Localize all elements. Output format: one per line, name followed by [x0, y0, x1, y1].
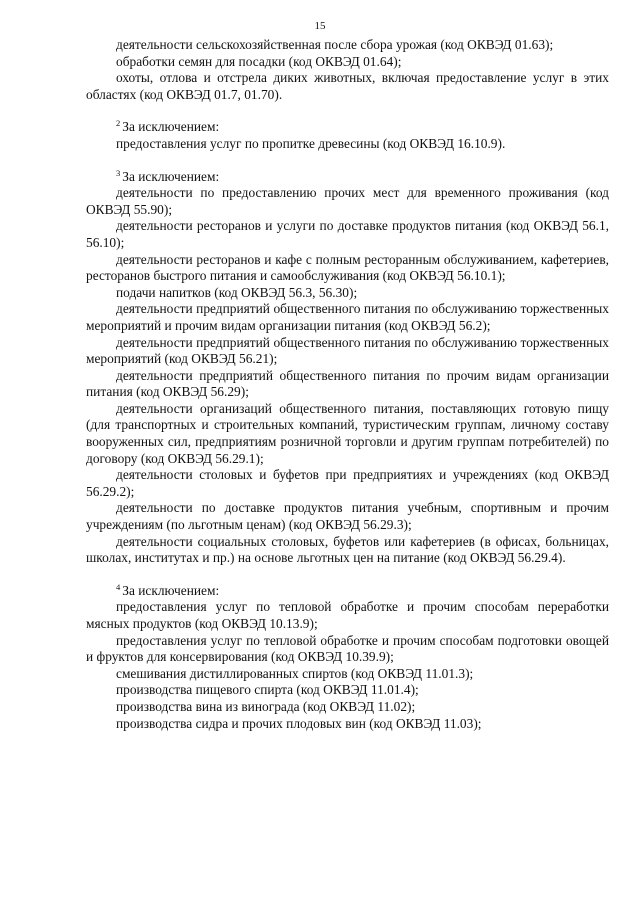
footnote-3-item: деятельности предприятий общественного питания по обслуживанию торжественных мероприятий и прочим видам организации питания (код ОКВЭД 56.2);: [86, 301, 609, 333]
footnote-3-heading-text: За исключением:: [122, 168, 220, 184]
footnote-2-heading-text: За исключением:: [122, 119, 220, 135]
footnote-4-item: производства сидра и прочих плодовых вин (код ОКВЭД 11.03);: [116, 715, 482, 731]
footnote-4-item: производства вина из винограда (код ОКВЭД 11.02);: [116, 698, 416, 714]
footnote-4-item: производства пищевого спирта (код ОКВЭД 11.01.4);: [116, 682, 419, 698]
footnote-4-mark: 4: [116, 581, 121, 592]
footnote-3-item: деятельности предприятий общественного питания по прочим видам организации питания (код ОКВЭД 56.29);: [86, 367, 609, 400]
footnote-3-item: деятельности социальных столовых, буфетов или кафетериев (в офисах, больницах, школах, институтах и пр.) на основе льготных цен на питание (код ОКВЭД 56.29.4).: [86, 533, 609, 566]
footnote-4-item: предоставления услуг по тепловой обработке и прочим способам переработки мясных продуктов (код ОКВЭД 10.13.9);: [86, 599, 609, 631]
intro-paragraph: деятельности сельскохозяйственная после сбора урожая (код ОКВЭД 01.63);: [116, 37, 554, 52]
footnote-3-item: деятельности организаций общественного питания, поставляющих готовую пищу (для транспортных и строительных компаний, туристическим группам, личному составу вооруженных сил, предприятиям розничной торговли и другим группам потребителей) по договору (код ОКВЭД 56.29.1);: [86, 400, 609, 466]
footnote-3-item: деятельности ресторанов и кафе с полным ресторанным обслуживанием, кафетериев, ресторанов быстрого питания и самообслуживания (код ОКВЭД 56.10.1);: [86, 251, 609, 284]
footnote-3-item: деятельности по предоставлению прочих мест для временного проживания (код ОКВЭД 55.90);: [86, 185, 609, 217]
footnote-4-item: смешивания дистиллированных спиртов (код ОКВЭД 11.01.3);: [116, 665, 474, 681]
footnote-2-mark: 2: [116, 118, 121, 129]
page-content: [86, 37, 609, 732]
page-number: 15: [314, 20, 326, 32]
footnote-3-mark: 3: [116, 167, 121, 178]
footnote-3-heading: [86, 169, 609, 186]
footnote-3-item: деятельности ресторанов и услуги по доставке продуктов питания (код ОКВЭД 56.1, 56.10);: [86, 218, 609, 250]
footnote-4-heading: [86, 583, 609, 600]
footnote-2-heading: [86, 119, 609, 136]
footnote-3-item: деятельности столовых и буфетов при предприятиях и учреждениях (код ОКВЭД 56.29.2);: [86, 467, 609, 499]
intro-paragraph: обработки семян для посадки (код ОКВЭД 01.64);: [116, 53, 402, 69]
footnote-3-item: подачи напитков (код ОКВЭД 56.3, 56.30);: [116, 284, 358, 300]
footnote-3-item: деятельности предприятий общественного питания по обслуживанию торжественных мероприятий (код ОКВЭД 56.21);: [86, 334, 609, 367]
footnote-4-item: предоставления услуг по тепловой обработке и прочим способам подготовки овощей и фруктов для консервирования (код ОКВЭД 10.39.9);: [86, 632, 609, 665]
footnote-3-item: деятельности по доставке продуктов питания учебным, спортивным и прочим учреждениям (по льготным ценам) (код ОКВЭД 56.29.3);: [86, 500, 609, 533]
footnote-2-item: предоставления услуг по пропитке древесины (код ОКВЭД 16.10.9).: [116, 135, 506, 151]
intro-paragraph: охоты, отлова и отстрела диких животных, включая предоставление услуг в этих областях (код ОКВЭД 01.7, 01.70).: [86, 70, 609, 102]
footnote-4-heading-text: За исключением:: [122, 582, 220, 598]
